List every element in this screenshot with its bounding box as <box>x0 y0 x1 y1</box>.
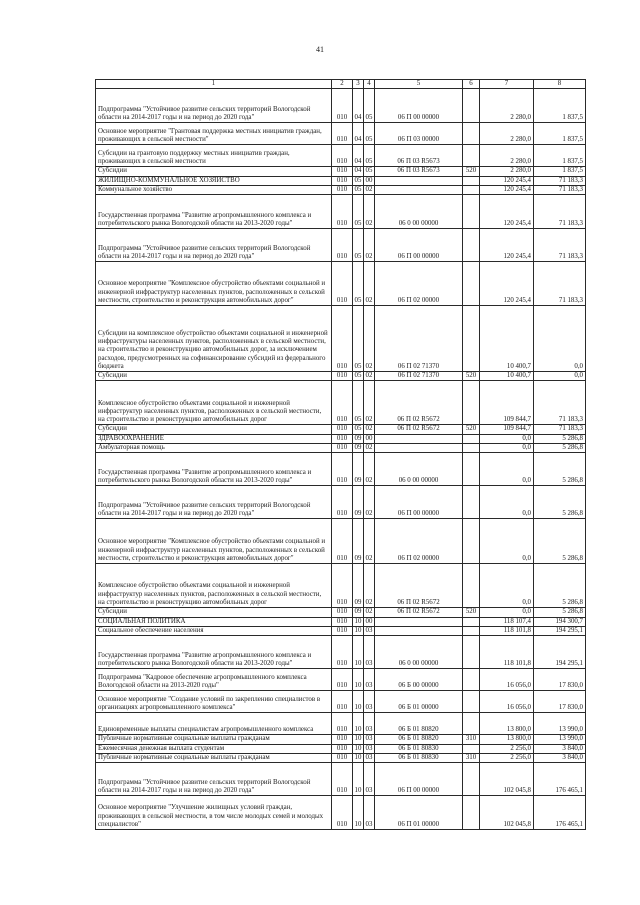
row-name-cell: Ежемесячная денежная выплата студентам <box>96 744 332 753</box>
row-grbs-cell: 010 <box>332 519 353 564</box>
row-amount-year1-cell: 2 256,0 <box>480 753 534 762</box>
row-name-cell: Коммунальное хозяйство <box>96 185 332 194</box>
table-row <box>96 744 586 753</box>
row-target-article-cell: 06 П 02 R5672 <box>375 381 463 425</box>
row-amount-year2-cell: 1 837,5 <box>534 145 586 167</box>
row-expense-type-cell: 310 <box>463 753 480 762</box>
row-grbs-cell: 010 <box>332 185 353 194</box>
row-section-cell: 10 <box>353 713 364 735</box>
row-subsection-cell: 02 <box>364 486 375 519</box>
row-amount-year1-cell: 118 101,8 <box>480 636 534 669</box>
row-amount-year1-cell: 102 045,8 <box>480 763 534 796</box>
row-name-cell: Публичные нормативные социальные выплаты гражданам <box>96 735 332 744</box>
row-amount-year1-cell: 2 280,0 <box>480 89 534 123</box>
row-target-article-cell: 06 Б 01 80830 <box>375 753 463 762</box>
row-expense-type-cell <box>463 444 480 453</box>
table-row <box>96 89 586 123</box>
table-row <box>96 444 586 453</box>
row-expense-type-cell <box>463 262 480 306</box>
row-target-article-cell: 06 0 00 00000 <box>375 195 463 229</box>
row-grbs-cell: 010 <box>332 176 353 185</box>
row-grbs-cell: 010 <box>332 763 353 796</box>
row-target-article-cell: 06 П 02 00000 <box>375 262 463 306</box>
row-amount-year1-cell: 0,0 <box>480 564 534 608</box>
row-subsection-cell: 02 <box>364 195 375 229</box>
row-amount-year2-cell: 0,0 <box>534 372 586 381</box>
row-grbs-cell: 010 <box>332 229 353 262</box>
row-amount-year2-cell: 1 837,5 <box>534 123 586 145</box>
table-row <box>96 617 586 626</box>
row-subsection-cell: 02 <box>364 372 375 381</box>
page-number: 41 <box>316 45 324 54</box>
row-subsection-cell: 03 <box>364 744 375 753</box>
row-name-cell: Основное мероприятие "Комплексное обустройство объектами социальной и инженерной инфраструктур населенных пунктов, расположенных в сельской местности, строительство и реконструкция автомобильных дорог" <box>96 519 332 564</box>
row-grbs-cell: 010 <box>332 453 353 486</box>
row-subsection-cell: 02 <box>364 262 375 306</box>
row-section-cell: 04 <box>353 123 364 145</box>
table-row <box>96 381 586 425</box>
row-name-cell: Подпрограмма "Кадровое обеспечение агропромышленного комплекса Вологодской области на 2013-2020 годы" <box>96 669 332 691</box>
row-name-cell: Основное мероприятие "Улучшение жилищных условий граждан, проживающих в сельской местности, в том числе молодых семей и молодых специалистов" <box>96 796 332 830</box>
row-name-cell: Подпрограмма "Устойчивое развитие сельских территорий Вологодской области на 2014-2017 годы и на период до 2020 года" <box>96 229 332 262</box>
row-section-cell: 09 <box>353 486 364 519</box>
row-amount-year2-cell: 13 990,0 <box>534 713 586 735</box>
row-amount-year2-cell: 194 295,1 <box>534 636 586 669</box>
row-section-cell: 10 <box>353 735 364 744</box>
row-section-cell: 10 <box>353 626 364 635</box>
row-target-article-cell: 06 П 02 71370 <box>375 372 463 381</box>
row-expense-type-cell: 520 <box>463 167 480 176</box>
row-section-cell: 10 <box>353 763 364 796</box>
row-name-cell: ЗДРАВООХРАНЕНИЕ <box>96 434 332 443</box>
header-cell: 2 <box>332 80 353 89</box>
row-target-article-cell: 06 0 00 00000 <box>375 453 463 486</box>
row-section-cell: 05 <box>353 185 364 194</box>
row-amount-year1-cell: 109 844,7 <box>480 381 534 425</box>
row-amount-year1-cell: 0,0 <box>480 444 534 453</box>
row-target-article-cell <box>375 626 463 635</box>
row-amount-year2-cell: 71 183,3 <box>534 425 586 434</box>
row-expense-type-cell <box>463 564 480 608</box>
row-expense-type-cell <box>463 185 480 194</box>
row-name-cell: Государственная программа "Развитие агропромышленного комплекса и потребительского рынка Вологодской области на 2013-2020 годы" <box>96 195 332 229</box>
table-row <box>96 564 586 608</box>
row-name-cell: Подпрограмма "Устойчивое развитие сельских территорий Вологодской области на 2014-2017 годы и на период до 2020 года" <box>96 89 332 123</box>
row-section-cell: 04 <box>353 145 364 167</box>
row-expense-type-cell <box>463 486 480 519</box>
row-name-cell: Субсидии на грантовую поддержку местных инициатив граждан, проживающих в сельской местности <box>96 145 332 167</box>
row-subsection-cell: 03 <box>364 626 375 635</box>
row-target-article-cell: 06 Б 01 00000 <box>375 691 463 713</box>
header-cell: 8 <box>534 80 586 89</box>
row-amount-year1-cell: 0,0 <box>480 519 534 564</box>
row-target-article-cell: 06 П 02 R5672 <box>375 425 463 434</box>
row-name-cell: Основное мероприятие "Грантовая поддержка местных инициатив граждан, проживающих в сельской местности" <box>96 123 332 145</box>
table-row <box>96 229 586 262</box>
header-cell: 6 <box>463 80 480 89</box>
row-grbs-cell: 010 <box>332 744 353 753</box>
row-section-cell: 09 <box>353 608 364 617</box>
table-row <box>96 763 586 796</box>
row-section-cell: 10 <box>353 617 364 626</box>
row-target-article-cell: 06 П 02 00000 <box>375 519 463 564</box>
row-amount-year2-cell: 5 286,8 <box>534 564 586 608</box>
row-grbs-cell: 010 <box>332 434 353 443</box>
row-grbs-cell: 010 <box>332 89 353 123</box>
row-amount-year2-cell: 5 286,8 <box>534 608 586 617</box>
row-name-cell: Комплексное обустройство объектами социальной и инженерной инфраструктур населенных пунктов, расположенных в сельской местности, на строительство и реконструкцию автомобильных дорог <box>96 564 332 608</box>
row-subsection-cell: 00 <box>364 617 375 626</box>
row-grbs-cell: 010 <box>332 735 353 744</box>
row-amount-year2-cell: 13 990,0 <box>534 735 586 744</box>
row-subsection-cell: 03 <box>364 636 375 669</box>
row-subsection-cell: 02 <box>364 519 375 564</box>
row-subsection-cell: 02 <box>364 564 375 608</box>
row-amount-year1-cell: 118 101,8 <box>480 626 534 635</box>
row-target-article-cell: 06 П 02 R5672 <box>375 564 463 608</box>
row-amount-year1-cell: 120 245,4 <box>480 195 534 229</box>
row-amount-year1-cell: 0,0 <box>480 434 534 443</box>
table-row <box>96 713 586 735</box>
row-amount-year2-cell: 194 295,1 <box>534 626 586 635</box>
table-row <box>96 195 586 229</box>
row-grbs-cell: 010 <box>332 486 353 519</box>
row-target-article-cell: 06 П 01 00000 <box>375 796 463 830</box>
row-amount-year1-cell: 120 245,4 <box>480 262 534 306</box>
row-expense-type-cell <box>463 669 480 691</box>
row-subsection-cell: 03 <box>364 796 375 830</box>
row-subsection-cell: 02 <box>364 453 375 486</box>
row-section-cell: 09 <box>353 453 364 486</box>
row-amount-year2-cell: 71 183,3 <box>534 262 586 306</box>
row-amount-year2-cell: 17 830,0 <box>534 691 586 713</box>
row-section-cell: 05 <box>353 262 364 306</box>
row-target-article-cell: 06 Б 01 80820 <box>375 735 463 744</box>
row-expense-type-cell <box>463 381 480 425</box>
row-amount-year2-cell: 5 286,8 <box>534 434 586 443</box>
row-grbs-cell: 010 <box>332 713 353 735</box>
row-amount-year2-cell: 3 840,0 <box>534 744 586 753</box>
row-grbs-cell: 010 <box>332 123 353 145</box>
row-expense-type-cell: 520 <box>463 372 480 381</box>
row-section-cell: 05 <box>353 195 364 229</box>
header-cell: 5 <box>375 80 463 89</box>
row-amount-year2-cell: 5 286,8 <box>534 444 586 453</box>
row-amount-year2-cell: 3 840,0 <box>534 753 586 762</box>
row-amount-year2-cell: 1 837,5 <box>534 167 586 176</box>
table-row <box>96 519 586 564</box>
row-amount-year1-cell: 0,0 <box>480 608 534 617</box>
row-name-cell: СОЦИАЛЬНАЯ ПОЛИТИКА <box>96 617 332 626</box>
row-name-cell: Основное мероприятие "Комплексное обустройство объектами социальной и инженерной инфраструктур населенных пунктов, расположенных в сельской местности, строительство и реконструкция автомобильных дорог" <box>96 262 332 306</box>
row-target-article-cell: 06 П 00 00000 <box>375 229 463 262</box>
row-target-article-cell: 06 П 02 71370 <box>375 306 463 372</box>
row-amount-year2-cell: 71 183,3 <box>534 185 586 194</box>
row-amount-year2-cell: 71 183,3 <box>534 176 586 185</box>
row-section-cell: 09 <box>353 564 364 608</box>
row-target-article-cell: 06 П 00 00000 <box>375 486 463 519</box>
row-grbs-cell: 010 <box>332 145 353 167</box>
row-grbs-cell: 010 <box>332 753 353 762</box>
row-subsection-cell: 03 <box>364 669 375 691</box>
row-grbs-cell: 010 <box>332 195 353 229</box>
row-subsection-cell: 02 <box>364 608 375 617</box>
row-subsection-cell: 05 <box>364 167 375 176</box>
row-target-article-cell: 06 П 02 R5672 <box>375 608 463 617</box>
table-row <box>96 434 586 443</box>
row-amount-year1-cell: 120 245,4 <box>480 185 534 194</box>
row-section-cell: 04 <box>353 89 364 123</box>
row-expense-type-cell <box>463 519 480 564</box>
row-expense-type-cell <box>463 145 480 167</box>
table-row <box>96 796 586 830</box>
row-subsection-cell: 00 <box>364 176 375 185</box>
row-name-cell: Публичные нормативные социальные выплаты гражданам <box>96 753 332 762</box>
table-row <box>96 176 586 185</box>
row-expense-type-cell: 520 <box>463 425 480 434</box>
table-row <box>96 753 586 762</box>
row-subsection-cell: 03 <box>364 691 375 713</box>
row-subsection-cell: 05 <box>364 123 375 145</box>
row-target-article-cell: 06 Б 00 00000 <box>375 669 463 691</box>
row-name-cell: Государственная программа "Развитие агропромышленного комплекса и потребительского рынка Вологодской области на 2013-2020 годы" <box>96 453 332 486</box>
row-amount-year1-cell: 13 800,0 <box>480 735 534 744</box>
row-expense-type-cell <box>463 195 480 229</box>
row-expense-type-cell <box>463 763 480 796</box>
row-expense-type-cell <box>463 89 480 123</box>
table-row <box>96 425 586 434</box>
row-subsection-cell: 03 <box>364 753 375 762</box>
row-target-article-cell <box>375 444 463 453</box>
row-amount-year2-cell: 5 286,8 <box>534 519 586 564</box>
row-grbs-cell: 010 <box>332 796 353 830</box>
row-section-cell: 05 <box>353 229 364 262</box>
row-amount-year1-cell: 16 056,0 <box>480 691 534 713</box>
row-target-article-cell <box>375 185 463 194</box>
row-amount-year1-cell: 2 280,0 <box>480 123 534 145</box>
row-amount-year1-cell: 102 045,8 <box>480 796 534 830</box>
row-name-cell: Амбулаторная помощь <box>96 444 332 453</box>
row-target-article-cell: 06 П 00 00000 <box>375 89 463 123</box>
row-amount-year1-cell: 2 256,0 <box>480 744 534 753</box>
table-row <box>96 123 586 145</box>
table-header-row <box>96 80 586 89</box>
row-section-cell: 09 <box>353 434 364 443</box>
row-expense-type-cell <box>463 744 480 753</box>
row-section-cell: 10 <box>353 796 364 830</box>
row-target-article-cell <box>375 617 463 626</box>
row-name-cell: Субсидии <box>96 425 332 434</box>
row-amount-year2-cell: 0,0 <box>534 306 586 372</box>
row-target-article-cell: 06 0 00 00000 <box>375 636 463 669</box>
row-grbs-cell: 010 <box>332 381 353 425</box>
row-target-article-cell: 06 П 03 00000 <box>375 123 463 145</box>
table-row <box>96 626 586 635</box>
row-grbs-cell: 010 <box>332 636 353 669</box>
row-grbs-cell: 010 <box>332 617 353 626</box>
table-row <box>96 306 586 372</box>
row-section-cell: 10 <box>353 753 364 762</box>
row-subsection-cell: 03 <box>364 713 375 735</box>
row-grbs-cell: 010 <box>332 425 353 434</box>
table-row <box>96 372 586 381</box>
row-amount-year2-cell: 5 286,8 <box>534 453 586 486</box>
row-subsection-cell: 02 <box>364 185 375 194</box>
row-target-article-cell: 06 П 03 R5673 <box>375 145 463 167</box>
row-section-cell: 05 <box>353 306 364 372</box>
row-grbs-cell: 010 <box>332 444 353 453</box>
row-name-cell: Основное мероприятие "Создание условий по закреплению специалистов в организациях агропромышленного комплекса" <box>96 691 332 713</box>
table-row <box>96 453 586 486</box>
row-subsection-cell: 02 <box>364 444 375 453</box>
row-amount-year1-cell: 0,0 <box>480 453 534 486</box>
row-name-cell: Подпрограмма "Устойчивое развитие сельских территорий Вологодской области на 2014-2017 годы и на период до 2020 года" <box>96 763 332 796</box>
row-amount-year1-cell: 120 245,4 <box>480 176 534 185</box>
row-name-cell: Субсидии на комплексное обустройство объектами социальной и инженерной инфраструктуры населенных пунктов, расположенных в сельской местности, на строительство и реконструкцию автомобильных дорог, за исключением расходов, предусмотренных на софинансирование субсидий из федерального бюджета <box>96 306 332 372</box>
table-row <box>96 669 586 691</box>
row-section-cell: 09 <box>353 519 364 564</box>
row-amount-year1-cell: 16 056,0 <box>480 669 534 691</box>
row-amount-year2-cell: 1 837,5 <box>534 89 586 123</box>
row-grbs-cell: 010 <box>332 167 353 176</box>
row-grbs-cell: 010 <box>332 626 353 635</box>
table-row <box>96 691 586 713</box>
budget-table <box>95 79 586 830</box>
row-subsection-cell: 05 <box>364 145 375 167</box>
table-row <box>96 735 586 744</box>
row-amount-year2-cell: 71 183,3 <box>534 229 586 262</box>
row-name-cell: Единовременные выплаты специалистам агропромышленного комплекса <box>96 713 332 735</box>
row-section-cell: 10 <box>353 636 364 669</box>
row-amount-year2-cell: 5 286,8 <box>534 486 586 519</box>
row-expense-type-cell <box>463 617 480 626</box>
row-subsection-cell: 03 <box>364 763 375 796</box>
row-expense-type-cell <box>463 176 480 185</box>
row-amount-year2-cell: 194 300,7 <box>534 617 586 626</box>
row-target-article-cell <box>375 176 463 185</box>
row-subsection-cell: 05 <box>364 89 375 123</box>
row-grbs-cell: 010 <box>332 564 353 608</box>
row-expense-type-cell <box>463 306 480 372</box>
row-amount-year1-cell: 13 800,0 <box>480 713 534 735</box>
row-subsection-cell: 02 <box>364 306 375 372</box>
row-expense-type-cell <box>463 229 480 262</box>
row-section-cell: 10 <box>353 744 364 753</box>
row-expense-type-cell: 520 <box>463 608 480 617</box>
row-name-cell: Субсидии <box>96 372 332 381</box>
table-row <box>96 167 586 176</box>
row-grbs-cell: 010 <box>332 372 353 381</box>
row-amount-year2-cell: 176 465,1 <box>534 796 586 830</box>
row-name-cell: Государственная программа "Развитие агропромышленного комплекса и потребительского рынка Вологодской области на 2013-2020 годы" <box>96 636 332 669</box>
row-expense-type-cell <box>463 636 480 669</box>
row-amount-year1-cell: 2 280,0 <box>480 167 534 176</box>
row-section-cell: 05 <box>353 381 364 425</box>
row-amount-year1-cell: 10 400,7 <box>480 306 534 372</box>
row-amount-year1-cell: 120 245,4 <box>480 229 534 262</box>
row-expense-type-cell: 310 <box>463 735 480 744</box>
row-name-cell: Субсидии <box>96 167 332 176</box>
row-name-cell: Подпрограмма "Устойчивое развитие сельских территорий Вологодской области на 2014-2017 годы и на период до 2020 года" <box>96 486 332 519</box>
row-section-cell: 05 <box>353 372 364 381</box>
row-name-cell: Субсидии <box>96 608 332 617</box>
row-name-cell: ЖИЛИЩНО-КОММУНАЛЬНОЕ ХОЗЯЙСТВО <box>96 176 332 185</box>
table-row <box>96 185 586 194</box>
row-subsection-cell: 00 <box>364 434 375 443</box>
row-target-article-cell: 06 Б 01 80830 <box>375 744 463 753</box>
row-target-article-cell <box>375 434 463 443</box>
row-amount-year1-cell: 118 107,4 <box>480 617 534 626</box>
header-cell: 7 <box>480 80 534 89</box>
row-subsection-cell: 02 <box>364 229 375 262</box>
table-row <box>96 262 586 306</box>
row-section-cell: 05 <box>353 176 364 185</box>
row-grbs-cell: 010 <box>332 669 353 691</box>
row-expense-type-cell <box>463 796 480 830</box>
row-grbs-cell: 010 <box>332 608 353 617</box>
row-section-cell: 04 <box>353 167 364 176</box>
row-expense-type-cell <box>463 691 480 713</box>
row-expense-type-cell <box>463 626 480 635</box>
row-amount-year2-cell: 71 183,3 <box>534 381 586 425</box>
row-target-article-cell: 06 П 00 00000 <box>375 763 463 796</box>
row-name-cell: Социальное обеспечение населения <box>96 626 332 635</box>
row-section-cell: 10 <box>353 669 364 691</box>
table-row <box>96 145 586 167</box>
row-expense-type-cell <box>463 434 480 443</box>
row-section-cell: 05 <box>353 425 364 434</box>
row-expense-type-cell <box>463 123 480 145</box>
row-amount-year1-cell: 109 844,7 <box>480 425 534 434</box>
row-section-cell: 10 <box>353 691 364 713</box>
row-amount-year2-cell: 17 830,0 <box>534 669 586 691</box>
row-expense-type-cell <box>463 713 480 735</box>
row-target-article-cell: 06 П 03 R5673 <box>375 167 463 176</box>
row-subsection-cell: 02 <box>364 425 375 434</box>
row-subsection-cell: 03 <box>364 735 375 744</box>
row-subsection-cell: 02 <box>364 381 375 425</box>
row-grbs-cell: 010 <box>332 306 353 372</box>
header-cell: 1 <box>96 80 332 89</box>
header-cell: 4 <box>364 80 375 89</box>
table-row <box>96 608 586 617</box>
row-amount-year1-cell: 0,0 <box>480 486 534 519</box>
row-expense-type-cell <box>463 453 480 486</box>
row-section-cell: 09 <box>353 444 364 453</box>
row-target-article-cell: 06 Б 01 80820 <box>375 713 463 735</box>
row-amount-year2-cell: 176 465,1 <box>534 763 586 796</box>
header-cell: 3 <box>353 80 364 89</box>
row-name-cell: Комплексное обустройство объектами социальной и инженерной инфраструктур населенных пунктов, расположенных в сельской местности, на строительство и реконструкцию автомобильных дорог <box>96 381 332 425</box>
row-grbs-cell: 010 <box>332 691 353 713</box>
table-row <box>96 486 586 519</box>
row-amount-year1-cell: 10 400,7 <box>480 372 534 381</box>
row-grbs-cell: 010 <box>332 262 353 306</box>
row-amount-year1-cell: 2 280,0 <box>480 145 534 167</box>
table-row <box>96 636 586 669</box>
row-amount-year2-cell: 71 183,3 <box>534 195 586 229</box>
